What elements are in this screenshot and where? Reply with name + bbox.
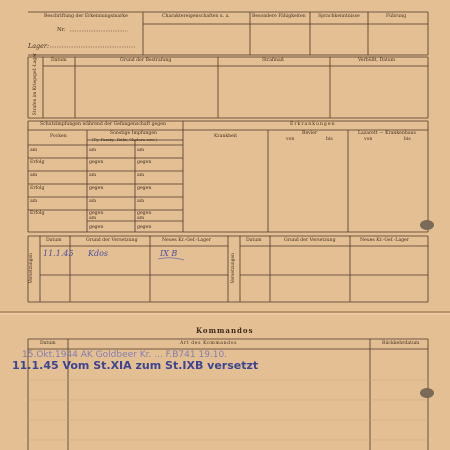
vers-entry-lager: IX B [160,249,178,258]
impf-cell: gegen [137,225,152,230]
vers-grund-header: Grund der Versetzung [86,238,138,243]
impf-row-label: am [30,199,38,204]
vers-entry-grund: Kdos [88,249,109,258]
vers-entry-datum: 11.1.45 [43,249,74,258]
charakter-header: Charaktereigenschaften u. a. [162,14,230,19]
lazarett-von: von [364,137,373,142]
lazarett-header: Lazarett — Krankenhaus [358,131,416,136]
strafen-grund-header: Grund der Bestrafung [120,58,172,63]
lager-label: Lager: [28,42,50,50]
impf-cell: am [137,173,145,178]
strafmass-header: Strafmaß [262,58,284,63]
erkennungsmarke-label: Beschriftung der Erkennungsmarke [44,14,128,19]
faehigkeiten-header: Besondere Fähigkeiten [252,14,306,19]
versetzungen-side-label-left: Versetzungen [28,253,34,284]
vers-lager-header: Neues Kr.-Gef.-Lager [162,238,211,243]
impf-cell: am [137,148,145,153]
impf-cell: am [137,199,145,204]
rueckkehr-header: Rückkehrdatum [382,341,420,346]
sprachkenntnisse-header: Sprachkenntnisse [318,14,360,19]
impf-row-label: am [30,173,38,178]
kommandos-entry-line: 11.1.45 Vom St.XIA zum St.IXB versetzt [12,359,259,372]
pocken-header: Pocken [50,134,67,139]
impf-cell: am [89,148,97,153]
vers-lager-header-2: Neues Kr.-Gef.-Lager [360,238,409,243]
impf-row-label: Erfolg [30,211,45,216]
krankheit-header: Krankheit [214,134,238,139]
nr-label: Nr. [57,27,66,33]
impf-row-label: Erfolg [30,160,45,165]
fuehrung-header: Führung [386,14,407,19]
vers-grund-header-2: Grund der Versetzung [284,238,336,243]
impf-cell: am [89,216,97,221]
kommandos-datum-header: Datum [40,341,56,346]
vers-datum-header: Datum [46,238,62,243]
sonstige-subheader: (Ty.-Paraty., Ruhr, Cholera usw.) [92,137,157,142]
impf-cell: gegen [89,211,104,216]
lazarett-bis: bis [404,137,411,142]
erkrankungen-title: Erkrankungen [290,122,336,127]
revier-header: Revier [302,131,318,136]
impf-cell: gegen [137,160,152,165]
impf-cell: gegen [89,186,104,191]
punch-hole-bottom [420,388,434,398]
kommandos-title: Kommandos [196,326,254,335]
impf-cell: am [89,173,97,178]
impf-row-label: Erfolg [30,186,45,191]
strafen-datum-header: Datum [51,58,67,63]
sonstige-header: Sonstige Impfungen [110,131,158,136]
punch-hole-top [420,220,434,230]
kommandos-stamp-line: 15.Okt.1944 AK Goldbeer Kr. ... F.B741 19.10. [22,350,228,360]
impf-cell: am [137,216,145,221]
revier-von: von [286,137,295,142]
impf-cell: gegen [137,211,152,216]
impf-cell: gegen [137,186,152,191]
impf-row-label: am [30,148,38,153]
impf-cell: am [89,199,97,204]
impf-cell: gegen [89,225,104,230]
strafen-side-label: Strafen im Kriegsgef.-Lager [32,53,38,116]
impf-cell: gegen [89,160,104,165]
revier-bis: bis [326,137,333,142]
impfungen-title: Schutzimpfungen während der Gefangenschaft gegen [40,122,166,127]
vers-datum-header-2: Datum [246,238,262,243]
kommandos-art-header: Art des Kommandos [180,341,238,346]
verbuesst-header: Verbüßt, Datum [358,58,396,63]
versetzungen-side-label-right: Versetzungen [230,253,236,284]
